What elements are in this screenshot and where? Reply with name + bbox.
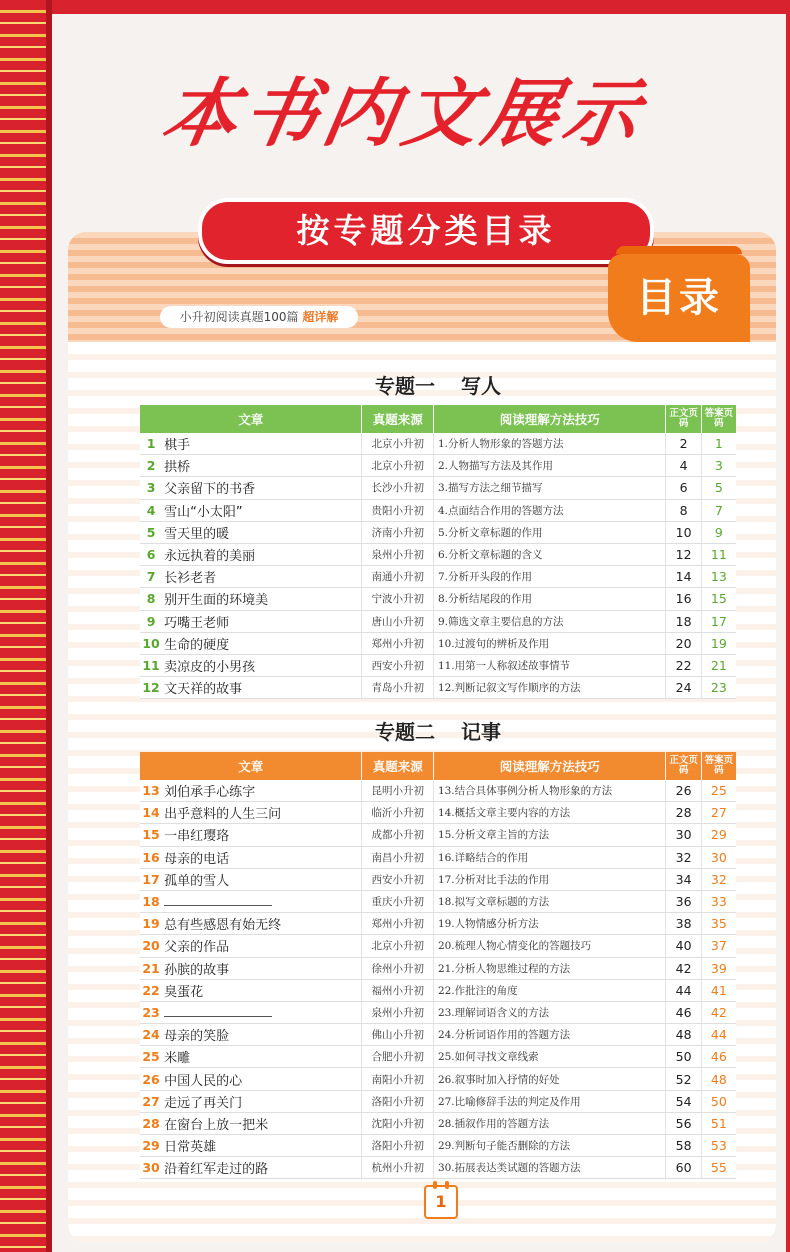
row-skill: 25.如何寻找文章线索 <box>433 1046 666 1068</box>
table-row <box>140 890 736 912</box>
row-source: 泉州小升初 <box>362 543 433 565</box>
table-row <box>140 780 736 802</box>
row-skill: 2.人物描写方法及其作用 <box>433 455 666 477</box>
section-2-label: 专题二 <box>375 720 435 744</box>
row-skill: 1.分析人物形象的答题方法 <box>433 433 666 455</box>
row-source: 成都小升初 <box>362 824 433 846</box>
row-article: 生命的硬度 <box>162 632 362 654</box>
row-page: 34 <box>666 868 701 890</box>
row-number: 8 <box>140 588 162 610</box>
row-skill: 24.分析词语作用的答题方法 <box>433 1024 666 1046</box>
row-number: 12 <box>140 677 162 699</box>
row-page: 26 <box>666 780 701 802</box>
table-row <box>140 913 736 935</box>
row-source: 杭州小升初 <box>362 1157 433 1179</box>
row-skill: 28.插叙作用的答题方法 <box>433 1112 666 1134</box>
row-number: 7 <box>140 566 162 588</box>
fill-in-blank <box>164 1004 272 1017</box>
row-page: 32 <box>666 846 701 868</box>
table-row <box>140 521 736 543</box>
row-page: 16 <box>666 588 701 610</box>
row-source: 泉州小升初 <box>362 1001 433 1023</box>
table-row <box>140 1001 736 1023</box>
col-article: 文章 <box>140 405 362 433</box>
row-answer-page: 5 <box>701 477 736 499</box>
row-article: 臭蛋花 <box>162 979 362 1001</box>
table-row <box>140 677 736 699</box>
row-skill: 19.人物情感分析方法 <box>433 913 666 935</box>
row-answer-page: 30 <box>701 846 736 868</box>
row-skill: 20.梳理人物心情变化的答题技巧 <box>433 935 666 957</box>
table-row <box>140 979 736 1001</box>
row-page: 28 <box>666 802 701 824</box>
table-row <box>140 1157 736 1179</box>
row-page: 40 <box>666 935 701 957</box>
row-source: 青岛小升初 <box>362 677 433 699</box>
row-page: 8 <box>666 499 701 521</box>
row-article: 拱桥 <box>162 455 362 477</box>
row-page: 38 <box>666 913 701 935</box>
table-row <box>140 543 736 565</box>
row-page: 2 <box>666 433 701 455</box>
row-article: 刘伯承手心练字 <box>162 780 362 802</box>
row-answer-page: 27 <box>701 802 736 824</box>
row-source: 合肥小升初 <box>362 1046 433 1068</box>
row-number: 13 <box>140 780 162 802</box>
row-answer-page: 48 <box>701 1068 736 1090</box>
row-source: 郑州小升初 <box>362 632 433 654</box>
subtitle-text: 小升初阅读真题100篇 <box>179 310 299 324</box>
row-number: 6 <box>140 543 162 565</box>
row-source: 临沂小升初 <box>362 802 433 824</box>
row-skill: 16.详略结合的作用 <box>433 846 666 868</box>
row-page: 10 <box>666 521 701 543</box>
row-article: 出乎意料的人生三问 <box>162 802 362 824</box>
row-skill: 14.概括文章主要内容的方法 <box>433 802 666 824</box>
page-number-calendar-icon: 1 <box>424 1185 458 1219</box>
row-article: 日常英雄 <box>162 1135 362 1157</box>
row-skill: 27.比喻修辞手法的判定及作用 <box>433 1090 666 1112</box>
table-row <box>140 824 736 846</box>
row-source: 南阳小升初 <box>362 1068 433 1090</box>
row-page: 14 <box>666 566 701 588</box>
row-article: 母亲的电话 <box>162 846 362 868</box>
table-row <box>140 846 736 868</box>
row-source: 北京小升初 <box>362 935 433 957</box>
row-page: 36 <box>666 890 701 912</box>
row-answer-page: 35 <box>701 913 736 935</box>
row-article: 别开生面的环境美 <box>162 588 362 610</box>
row-source: 唐山小升初 <box>362 610 433 632</box>
table-row <box>140 802 736 824</box>
row-answer-page: 19 <box>701 632 736 654</box>
row-answer-page: 9 <box>701 521 736 543</box>
col-source: 真题来源 <box>362 752 433 780</box>
row-article: 总有些感恩有始无终 <box>162 913 362 935</box>
row-skill: 12.判断记叙文写作顺序的方法 <box>433 677 666 699</box>
row-article: 父亲的作品 <box>162 935 362 957</box>
toc-table-1 <box>140 405 736 699</box>
row-article: 米雕 <box>162 1046 362 1068</box>
row-source: 南通小升初 <box>362 566 433 588</box>
row-source: 北京小升初 <box>362 433 433 455</box>
row-page: 18 <box>666 610 701 632</box>
row-source: 福州小升初 <box>362 979 433 1001</box>
row-source: 南昌小升初 <box>362 846 433 868</box>
row-source: 西安小升初 <box>362 654 433 676</box>
row-page: 60 <box>666 1157 701 1179</box>
row-number: 20 <box>140 935 162 957</box>
row-answer-page: 37 <box>701 935 736 957</box>
col-skill: 阅读理解方法技巧 <box>433 752 666 780</box>
row-article: 雪天里的暖 <box>162 521 362 543</box>
row-answer-page: 7 <box>701 499 736 521</box>
table-row <box>140 610 736 632</box>
table-row <box>140 566 736 588</box>
row-article <box>162 1001 362 1023</box>
row-page: 58 <box>666 1135 701 1157</box>
row-number: 22 <box>140 979 162 1001</box>
table-header-row <box>140 405 736 433</box>
row-answer-page: 13 <box>701 566 736 588</box>
row-answer-page: 51 <box>701 1112 736 1134</box>
table-row <box>140 632 736 654</box>
row-number: 25 <box>140 1046 162 1068</box>
row-page: 42 <box>666 957 701 979</box>
row-page: 44 <box>666 979 701 1001</box>
col-skill: 阅读理解方法技巧 <box>433 405 666 433</box>
decorative-ribbon <box>0 0 52 1252</box>
row-answer-page: 3 <box>701 455 736 477</box>
row-number: 11 <box>140 654 162 676</box>
row-article: 走远了再关门 <box>162 1090 362 1112</box>
row-skill: 3.描写方法之细节描写 <box>433 477 666 499</box>
row-source: 宁波小升初 <box>362 588 433 610</box>
table-row <box>140 868 736 890</box>
row-skill: 9.筛选文章主要信息的方法 <box>433 610 666 632</box>
table-row <box>140 455 736 477</box>
row-answer-page: 29 <box>701 824 736 846</box>
row-article: 孙膑的故事 <box>162 957 362 979</box>
row-answer-page: 39 <box>701 957 736 979</box>
row-article: 父亲留下的书香 <box>162 477 362 499</box>
table-row <box>140 1090 736 1112</box>
row-page: 6 <box>666 477 701 499</box>
row-article: 卖凉皮的小男孩 <box>162 654 362 676</box>
row-page: 46 <box>666 1001 701 1023</box>
row-answer-page: 55 <box>701 1157 736 1179</box>
book-subtitle <box>160 306 358 328</box>
row-source: 徐州小升初 <box>362 957 433 979</box>
table-row <box>140 935 736 957</box>
row-answer-page: 17 <box>701 610 736 632</box>
row-article: 文天祥的故事 <box>162 677 362 699</box>
top-border <box>52 0 790 14</box>
row-skill: 7.分析开头段的作用 <box>433 566 666 588</box>
table-row <box>140 1112 736 1134</box>
row-article: 永远执着的美丽 <box>162 543 362 565</box>
row-skill: 4.点面结合作用的答题方法 <box>433 499 666 521</box>
row-article: 在窗台上放一把米 <box>162 1112 362 1134</box>
row-article <box>162 890 362 912</box>
row-article: 棋手 <box>162 433 362 455</box>
row-number: 21 <box>140 957 162 979</box>
row-number: 18 <box>140 890 162 912</box>
table-row <box>140 1135 736 1157</box>
row-skill: 29.判断句子能否删除的方法 <box>433 1135 666 1157</box>
row-number: 27 <box>140 1090 162 1112</box>
row-answer-page: 11 <box>701 543 736 565</box>
row-article: 长衫老者 <box>162 566 362 588</box>
table-row <box>140 957 736 979</box>
col-answer: 答案页码 <box>701 752 736 780</box>
col-answer: 答案页码 <box>701 405 736 433</box>
table-row <box>140 1046 736 1068</box>
row-source: 重庆小升初 <box>362 890 433 912</box>
row-answer-page: 53 <box>701 1135 736 1157</box>
row-number: 3 <box>140 477 162 499</box>
row-skill: 10.过渡句的辨析及作用 <box>433 632 666 654</box>
contents-tab: 目录 <box>608 254 750 342</box>
table-row <box>140 588 736 610</box>
row-skill: 30.拓展表达类试题的答题方法 <box>433 1157 666 1179</box>
col-article: 文章 <box>140 752 362 780</box>
row-skill: 23.理解词语含义的方法 <box>433 1001 666 1023</box>
row-source: 洛阳小升初 <box>362 1135 433 1157</box>
row-skill: 5.分析文章标题的作用 <box>433 521 666 543</box>
row-page: 52 <box>666 1068 701 1090</box>
row-article: 母亲的笑脸 <box>162 1024 362 1046</box>
row-answer-page: 23 <box>701 677 736 699</box>
table-header-row <box>140 752 736 780</box>
row-answer-page: 33 <box>701 890 736 912</box>
row-skill: 17.分析对比手法的作用 <box>433 868 666 890</box>
section-2-topic: 记事 <box>461 720 501 744</box>
row-number: 9 <box>140 610 162 632</box>
fill-in-blank <box>164 893 272 906</box>
row-source: 佛山小升初 <box>362 1024 433 1046</box>
row-number: 19 <box>140 913 162 935</box>
row-answer-page: 42 <box>701 1001 736 1023</box>
row-source: 沈阳小升初 <box>362 1112 433 1134</box>
right-border <box>786 0 790 1252</box>
row-page: 48 <box>666 1024 701 1046</box>
row-source: 郑州小升初 <box>362 913 433 935</box>
row-page: 12 <box>666 543 701 565</box>
row-number: 24 <box>140 1024 162 1046</box>
section-title-1 <box>140 370 736 399</box>
col-page: 正文页码 <box>666 405 701 433</box>
row-skill: 8.分析结尾段的作用 <box>433 588 666 610</box>
row-source: 西安小升初 <box>362 868 433 890</box>
row-page: 30 <box>666 824 701 846</box>
row-source: 昆明小升初 <box>362 780 433 802</box>
row-answer-page: 41 <box>701 979 736 1001</box>
row-answer-page: 50 <box>701 1090 736 1112</box>
row-page: 20 <box>666 632 701 654</box>
table-row <box>140 1024 736 1046</box>
row-number: 2 <box>140 455 162 477</box>
row-skill: 21.分析人物思维过程的方法 <box>433 957 666 979</box>
row-skill: 18.拟写文章标题的方法 <box>433 890 666 912</box>
table-row <box>140 1068 736 1090</box>
row-article: 中国人民的心 <box>162 1068 362 1090</box>
row-page: 54 <box>666 1090 701 1112</box>
subtitle-highlight: 超详解 <box>302 310 339 324</box>
row-skill: 6.分析文章标题的含义 <box>433 543 666 565</box>
row-page: 4 <box>666 455 701 477</box>
row-article: 沿着红军走过的路 <box>162 1157 362 1179</box>
section-1-topic: 写人 <box>461 374 501 398</box>
row-article: 雪山“小太阳” <box>162 499 362 521</box>
row-source: 北京小升初 <box>362 455 433 477</box>
row-answer-page: 1 <box>701 433 736 455</box>
row-answer-page: 46 <box>701 1046 736 1068</box>
category-banner: 按专题分类目录 <box>198 198 654 264</box>
section-title-2 <box>140 716 736 745</box>
row-number: 4 <box>140 499 162 521</box>
row-skill: 22.作批注的角度 <box>433 979 666 1001</box>
row-answer-page: 15 <box>701 588 736 610</box>
table-row <box>140 477 736 499</box>
row-source: 贵阳小升初 <box>362 499 433 521</box>
row-number: 10 <box>140 632 162 654</box>
row-number: 26 <box>140 1068 162 1090</box>
row-source: 济南小升初 <box>362 521 433 543</box>
row-skill: 26.叙事时加入抒情的好处 <box>433 1068 666 1090</box>
row-number: 30 <box>140 1157 162 1179</box>
page-title: 本书内文展示 <box>156 71 652 157</box>
row-number: 15 <box>140 824 162 846</box>
col-source: 真题来源 <box>362 405 433 433</box>
row-page: 50 <box>666 1046 701 1068</box>
row-number: 29 <box>140 1135 162 1157</box>
row-answer-page: 21 <box>701 654 736 676</box>
row-skill: 11.用第一人称叙述故事情节 <box>433 654 666 676</box>
col-page: 正文页码 <box>666 752 701 780</box>
row-number: 17 <box>140 868 162 890</box>
row-page: 24 <box>666 677 701 699</box>
section-1-label: 专题一 <box>375 374 435 398</box>
row-number: 14 <box>140 802 162 824</box>
row-page: 56 <box>666 1112 701 1134</box>
row-number: 28 <box>140 1112 162 1134</box>
row-number: 5 <box>140 521 162 543</box>
row-answer-page: 25 <box>701 780 736 802</box>
toc-table-2 <box>140 752 736 1179</box>
row-number: 1 <box>140 433 162 455</box>
row-article: 一串红璎珞 <box>162 824 362 846</box>
row-answer-page: 44 <box>701 1024 736 1046</box>
row-number: 23 <box>140 1001 162 1023</box>
row-source: 洛阳小升初 <box>362 1090 433 1112</box>
row-article: 巧嘴王老师 <box>162 610 362 632</box>
table-row <box>140 499 736 521</box>
row-skill: 13.结合具体事例分析人物形象的方法 <box>433 780 666 802</box>
table-row <box>140 433 736 455</box>
row-source: 长沙小升初 <box>362 477 433 499</box>
row-skill: 15.分析文章主旨的方法 <box>433 824 666 846</box>
row-page: 22 <box>666 654 701 676</box>
row-number: 16 <box>140 846 162 868</box>
row-article: 孤单的雪人 <box>162 868 362 890</box>
table-row <box>140 654 736 676</box>
row-answer-page: 32 <box>701 868 736 890</box>
